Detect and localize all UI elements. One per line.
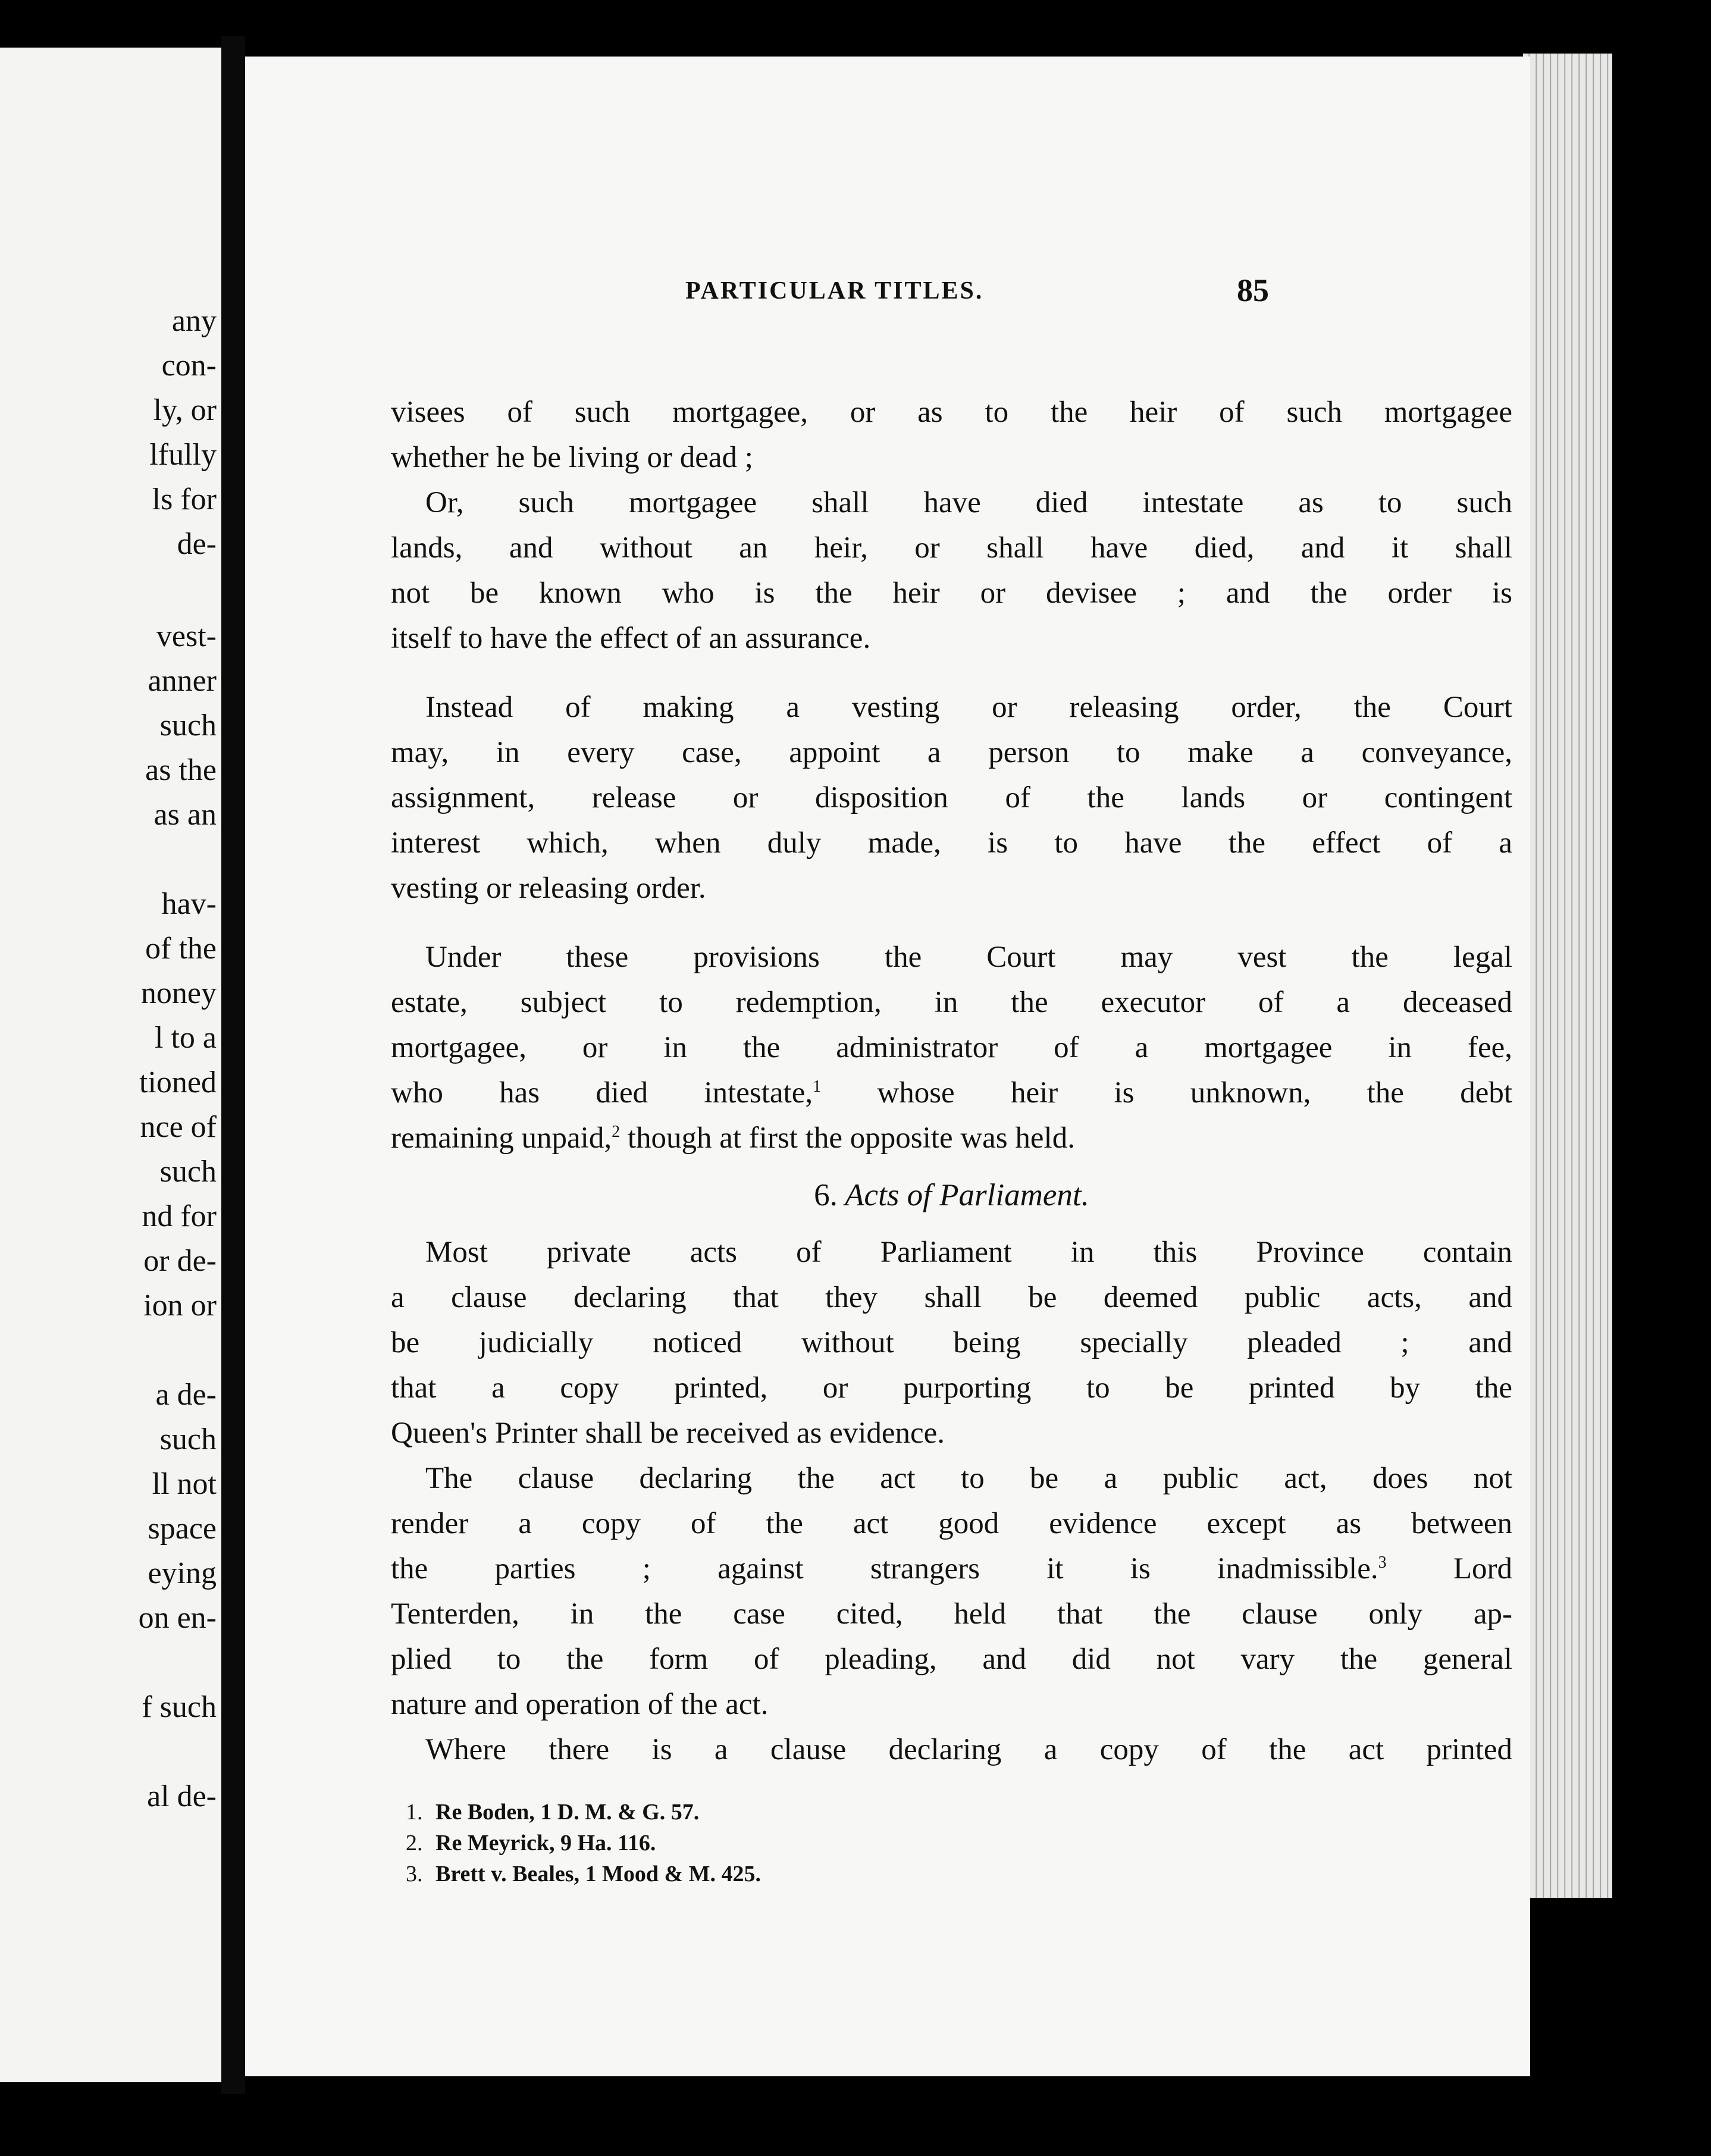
text-line: interest which, when duly made, is to have the effect of a xyxy=(391,826,1512,860)
book-page xyxy=(245,57,1530,2076)
left-fragment: such xyxy=(159,709,217,742)
footnote xyxy=(406,1797,761,1828)
book-gutter xyxy=(221,36,245,2094)
left-fragment: as the xyxy=(145,753,217,787)
left-fragment: space xyxy=(148,1512,217,1546)
text-line xyxy=(391,1546,1512,1591)
left-fragment: ls for xyxy=(152,482,217,516)
paragraph xyxy=(391,480,1521,661)
text-line: nature and operation of the act. xyxy=(391,1688,769,1721)
text-line: whether he be living or dead ; xyxy=(391,441,753,474)
footnote-number: 1. xyxy=(406,1800,423,1825)
page-number: 85 xyxy=(1237,272,1269,308)
footnote xyxy=(406,1859,761,1889)
running-head xyxy=(245,272,1530,324)
paragraph xyxy=(391,390,1521,480)
text-line: lands, and without an heir, or shall have died, and it shall xyxy=(391,531,1512,565)
left-fragment: ion or xyxy=(143,1289,217,1323)
text-segment: Lord xyxy=(1453,1552,1512,1585)
left-fragment: ly, or xyxy=(153,393,217,427)
left-fragment: anner xyxy=(148,664,217,698)
text-segment: whose heir is unknown, the debt xyxy=(877,1076,1513,1110)
text-line: may, in every case, appoint a person to make a conveyance, xyxy=(391,736,1512,769)
left-fragment: nd for xyxy=(142,1199,217,1233)
footnote-text: Brett v. Beales, 1 Mood & M. 425. xyxy=(435,1862,762,1887)
left-fragment: of the xyxy=(145,932,217,966)
text-line: plied to the form of pleading, and did not vary the general xyxy=(391,1643,1512,1676)
text-line xyxy=(391,1070,1512,1115)
text-line: render a copy of the act good evidence except as between xyxy=(391,1507,1512,1540)
footnote-number: 2. xyxy=(406,1831,423,1856)
text-line: Instead of making a vesting or releasing order, the Court xyxy=(425,691,1512,724)
left-fragment: nce of xyxy=(140,1110,217,1144)
left-fragment: de- xyxy=(177,527,217,561)
text-line: that a copy printed, or purporting to be printed by the xyxy=(391,1371,1512,1405)
left-fragment: hav- xyxy=(161,887,217,921)
text-segment: who has died intestate, xyxy=(391,1076,813,1110)
left-fragment: a de- xyxy=(155,1378,217,1412)
left-fragment: ll not xyxy=(152,1467,217,1501)
left-fragment: l to a xyxy=(155,1021,217,1055)
text-segment: the parties ; against strangers it is inadmissible. xyxy=(391,1552,1378,1585)
text-line: vesting or releasing order. xyxy=(391,872,706,905)
paragraph xyxy=(391,1727,1521,1772)
paragraph xyxy=(391,1456,1521,1727)
body-text xyxy=(391,390,1521,1772)
text-line: Queen's Printer shall be received as evidence. xyxy=(391,1417,945,1450)
footnotes xyxy=(406,1797,761,1889)
footnote-number: 3. xyxy=(406,1862,423,1887)
text-line: Or, such mortgagee shall have died intestate as to such xyxy=(425,486,1512,519)
section-title: Acts of Parliament. xyxy=(845,1178,1089,1212)
paragraph xyxy=(391,935,1521,1161)
left-fragment: noney xyxy=(140,976,217,1010)
text-line: itself to have the effect of an assurance. xyxy=(391,622,871,655)
text-line: not be known who is the heir or devisee ; and the order is xyxy=(391,576,1512,610)
text-line xyxy=(391,1115,1512,1161)
left-fragment: vest- xyxy=(156,619,217,653)
left-fragment: eying xyxy=(148,1556,217,1590)
text-segment: though at first the opposite was held. xyxy=(627,1121,1075,1155)
left-fragment: as an xyxy=(153,798,217,832)
page-edges xyxy=(1523,54,1612,1898)
previous-page-fragment xyxy=(0,48,221,2082)
text-line: assignment, release or disposition of the lands or contingent xyxy=(391,781,1512,814)
text-line: The clause declaring the act to be a public act, does not xyxy=(425,1462,1512,1495)
text-line: visees of such mortgagee, or as to the heir of such mortgagee xyxy=(391,396,1512,429)
left-fragment: al de- xyxy=(147,1779,217,1813)
left-fragment: con- xyxy=(161,349,217,383)
left-fragment: such xyxy=(159,1422,217,1456)
left-fragment: such xyxy=(159,1155,217,1189)
left-fragment: on en- xyxy=(138,1601,217,1635)
footnote xyxy=(406,1828,761,1859)
footnote-text: Re Meyrick, 9 Ha. 116. xyxy=(435,1831,656,1856)
left-fragment: tioned xyxy=(139,1066,217,1099)
text-line: Most private acts of Parliament in this Province contain xyxy=(425,1236,1512,1269)
footnote-marker: 1 xyxy=(813,1077,822,1096)
text-segment: remaining unpaid, xyxy=(391,1121,612,1155)
text-line: Tenterden, in the case cited, held that the clause only ap- xyxy=(391,1597,1512,1631)
left-fragment: lfully xyxy=(149,438,217,472)
paragraph xyxy=(391,685,1521,911)
section-number: 6. xyxy=(814,1178,838,1212)
left-fragment: f such xyxy=(142,1690,217,1724)
text-line: a clause declaring that they shall be deemed public acts, and xyxy=(391,1281,1512,1314)
text-line: mortgagee, or in the administrator of a mortgagee in fee, xyxy=(391,1031,1512,1064)
text-line: estate, subject to redemption, in the executor of a deceased xyxy=(391,986,1512,1019)
text-line: Where there is a clause declaring a copy of the act printed xyxy=(425,1733,1512,1766)
running-title: PARTICULAR TITLES. xyxy=(685,277,984,305)
footnote-text: Re Boden, 1 D. M. & G. 57. xyxy=(435,1800,700,1825)
footnote-marker: 3 xyxy=(1378,1553,1387,1572)
section-heading xyxy=(391,1173,1512,1218)
footnote-marker: 2 xyxy=(612,1123,621,1141)
paragraph xyxy=(391,1230,1521,1456)
left-fragment: or de- xyxy=(143,1244,217,1278)
left-fragment: any xyxy=(171,304,217,338)
text-line: Under these provisions the Court may vest the legal xyxy=(425,941,1512,974)
text-line: be judicially noticed without being specially pleaded ; and xyxy=(391,1326,1512,1359)
